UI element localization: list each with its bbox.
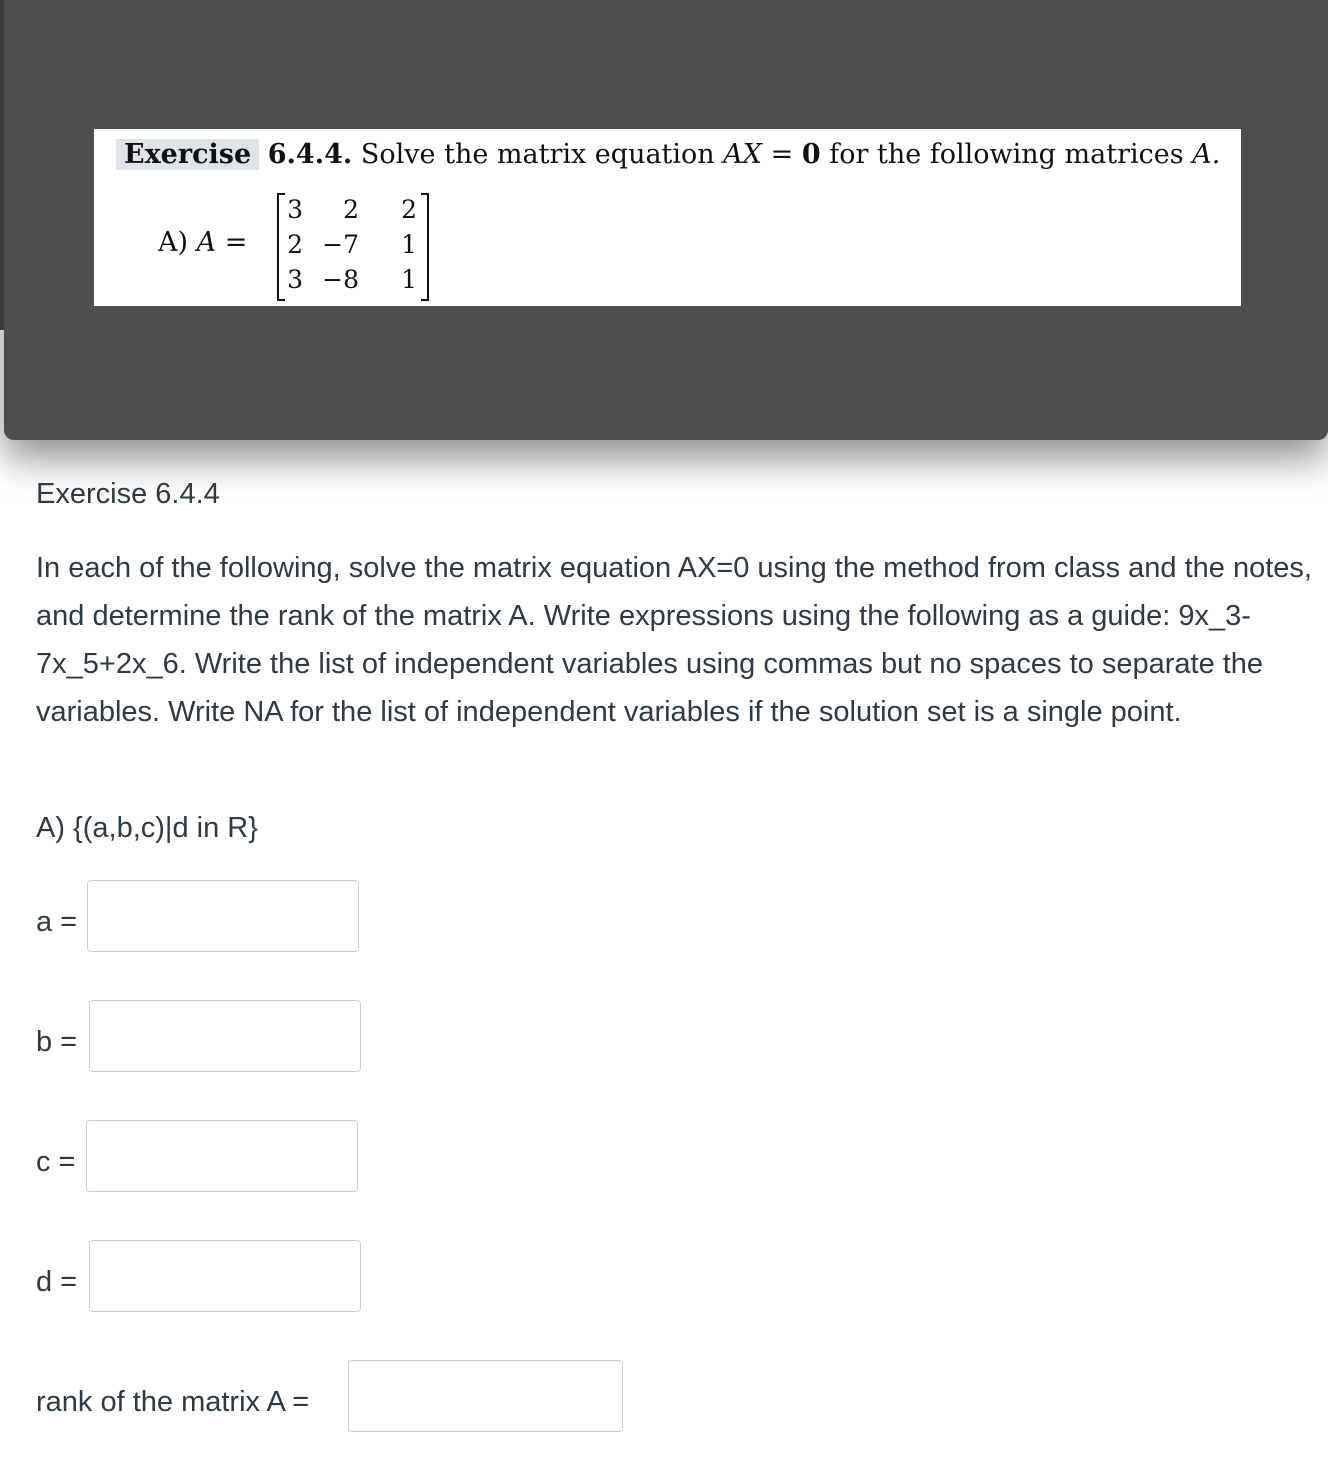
matrix-equals: = — [224, 227, 248, 258]
matrix-cell: 2 — [287, 230, 303, 259]
exercise-heading-text-1: Solve the matrix equation — [360, 139, 715, 170]
answer-c-input[interactable] — [86, 1120, 358, 1192]
answer-c-label: c = — [36, 1146, 76, 1178]
rank-label: rank of the matrix A = — [36, 1386, 310, 1418]
exercise-heading-a: A. — [1192, 139, 1221, 170]
matrix-cell: 3 — [287, 195, 303, 224]
answer-b-label: b = — [36, 1026, 78, 1058]
question-body: In each of the following, solve the matrix equation AX=0 using the method from class and the notes, and determine the rank of the matrix A. Write expressions using the following as a guide: 9x_3-7x_5+2x_6. Write the list of independent variables using commas but no spaces to separate the variables. Write NA for the list of independent variables if the solution set is a single point. — [36, 552, 1312, 728]
matrix-var: A — [196, 227, 217, 258]
matrix-a — [277, 193, 429, 299]
exercise-heading-label: Exercise — [116, 139, 259, 170]
exercise-heading-text-2: for the following matrices — [829, 139, 1184, 170]
matrix-cell: 3 — [287, 265, 303, 294]
matrix-prefix: A) — [158, 227, 189, 258]
question-part-a: A) {(a,b,c)|d in R} — [36, 812, 258, 844]
exercise-heading-number: 6.4.4. — [267, 139, 353, 170]
answer-d-label: d = — [36, 1266, 78, 1298]
exercise-heading-equals: = — [770, 139, 794, 170]
exercise-image — [94, 129, 1241, 306]
matrix-cell: 1 — [401, 265, 417, 294]
matrix-cell: −8 — [322, 265, 359, 294]
matrix-cell: 2 — [343, 195, 359, 224]
matrix-cell: −7 — [322, 230, 359, 259]
matrix-label — [158, 227, 247, 258]
exercise-heading-zero: 0 — [801, 139, 821, 170]
rank-input[interactable] — [348, 1360, 623, 1432]
question-title: Exercise 6.4.4 — [36, 478, 220, 510]
header-panel-edge — [0, 0, 4, 330]
answer-a-input[interactable] — [87, 880, 359, 952]
matrix-cell: 2 — [401, 195, 417, 224]
exercise-heading-ax: AX — [723, 139, 763, 170]
matrix-right-bracket — [421, 193, 429, 301]
answer-d-input[interactable] — [89, 1240, 361, 1312]
exercise-heading — [124, 139, 1220, 170]
answer-b-input[interactable] — [89, 1000, 361, 1072]
answer-a-label: a = — [36, 906, 78, 938]
matrix-cell: 1 — [401, 230, 417, 259]
